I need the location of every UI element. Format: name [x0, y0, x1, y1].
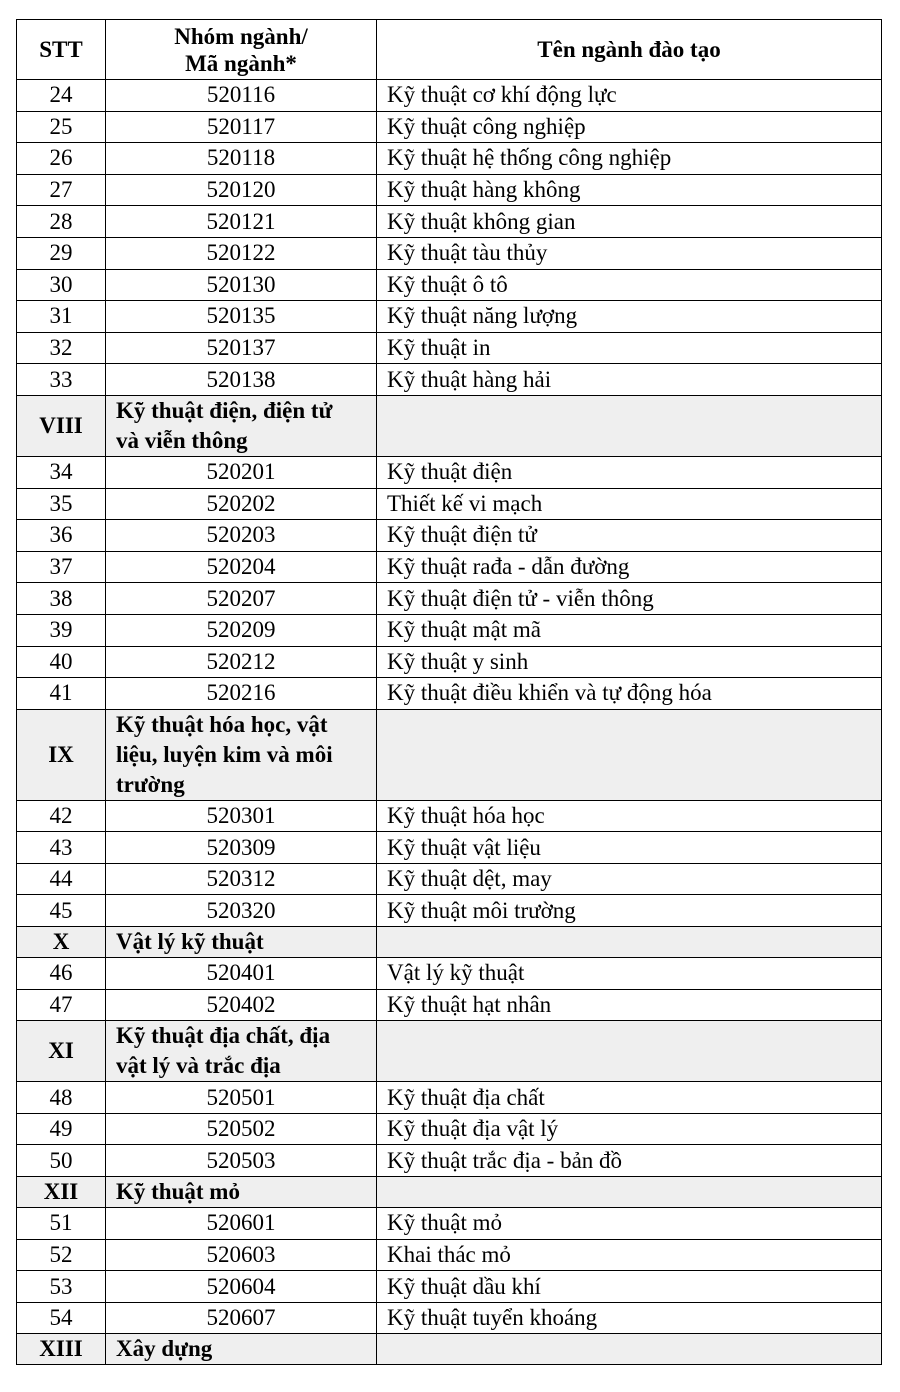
group-row — [17, 709, 882, 800]
table-row — [17, 551, 882, 583]
table-row — [17, 958, 882, 990]
row-stt: 29 — [17, 237, 106, 269]
row-stt: 51 — [17, 1208, 106, 1240]
group-title-line: Kỹ thuật hóa học, vật — [116, 711, 328, 737]
group-stt: XIII — [17, 1334, 106, 1365]
table-row — [17, 301, 882, 333]
table-row — [17, 800, 882, 832]
table-row — [17, 520, 882, 552]
row-code: 520209 — [106, 614, 377, 646]
row-code: 520320 — [106, 895, 377, 927]
table-row — [17, 143, 882, 175]
row-name: Khai thác mỏ — [377, 1239, 882, 1271]
row-stt: 40 — [17, 646, 106, 678]
row-code: 520120 — [106, 174, 377, 206]
row-code: 520212 — [106, 646, 377, 678]
row-name: Kỹ thuật mỏ — [377, 1208, 882, 1240]
table-row — [17, 206, 882, 238]
table-row — [17, 1113, 882, 1145]
row-name: Kỹ thuật y sinh — [377, 646, 882, 678]
table-row — [17, 583, 882, 615]
row-code: 520202 — [106, 488, 377, 520]
row-stt: 52 — [17, 1239, 106, 1271]
row-code: 520503 — [106, 1145, 377, 1177]
group-title-line: Kỹ thuật điện, điện tử — [116, 397, 333, 423]
row-code: 520301 — [106, 800, 377, 832]
row-code: 520502 — [106, 1113, 377, 1145]
group-title-line: liệu, luyện kim và môi — [116, 741, 333, 767]
table-row — [17, 1145, 882, 1177]
row-code: 520204 — [106, 551, 377, 583]
row-stt: 34 — [17, 456, 106, 488]
row-code: 520116 — [106, 80, 377, 112]
row-stt: 27 — [17, 174, 106, 206]
row-code: 520201 — [106, 456, 377, 488]
table-row — [17, 269, 882, 301]
row-name: Kỹ thuật hóa học — [377, 800, 882, 832]
group-title-line: vật lý và trắc địa — [116, 1053, 281, 1079]
row-code: 520216 — [106, 678, 377, 710]
table-body — [17, 80, 882, 1365]
row-stt: 36 — [17, 520, 106, 552]
row-stt: 50 — [17, 1145, 106, 1177]
row-name: Kỹ thuật môi trường — [377, 895, 882, 927]
row-name: Kỹ thuật công nghiệp — [377, 111, 882, 143]
group-empty-cell — [377, 395, 882, 456]
group-row — [17, 1177, 882, 1208]
group-stt: XI — [17, 1021, 106, 1082]
row-code: 520137 — [106, 332, 377, 364]
row-name: Kỹ thuật dệt, may — [377, 863, 882, 895]
table-row — [17, 832, 882, 864]
header-group-code-line1: Nhóm ngành/ — [174, 23, 308, 49]
group-row — [17, 1021, 882, 1082]
table-row — [17, 456, 882, 488]
group-stt: VIII — [17, 395, 106, 456]
table-row — [17, 1302, 882, 1334]
group-title-line: Kỹ thuật mỏ — [116, 1179, 240, 1205]
row-code: 520135 — [106, 301, 377, 333]
table-row — [17, 895, 882, 927]
row-stt: 37 — [17, 551, 106, 583]
row-code: 520312 — [106, 863, 377, 895]
row-name: Kỹ thuật vật liệu — [377, 832, 882, 864]
row-stt: 28 — [17, 206, 106, 238]
row-stt: 41 — [17, 678, 106, 710]
group-title — [106, 1021, 377, 1082]
group-title-line: và viễn thông — [116, 427, 248, 453]
table-header — [17, 20, 882, 80]
row-code: 520309 — [106, 832, 377, 864]
row-name: Kỹ thuật năng lượng — [377, 301, 882, 333]
header-stt: STT — [17, 20, 106, 80]
row-name: Kỹ thuật dầu khí — [377, 1271, 882, 1303]
row-code: 520604 — [106, 1271, 377, 1303]
group-empty-cell — [377, 1021, 882, 1082]
table-row — [17, 364, 882, 396]
table-row — [17, 1271, 882, 1303]
row-code: 520401 — [106, 958, 377, 990]
row-stt: 39 — [17, 614, 106, 646]
row-code: 520607 — [106, 1302, 377, 1334]
group-stt: X — [17, 927, 106, 958]
table-row — [17, 1208, 882, 1240]
row-name: Kỹ thuật ô tô — [377, 269, 882, 301]
row-name: Kỹ thuật tàu thủy — [377, 237, 882, 269]
group-row — [17, 395, 882, 456]
table-row — [17, 237, 882, 269]
row-name: Kỹ thuật hàng không — [377, 174, 882, 206]
row-stt: 38 — [17, 583, 106, 615]
table-row — [17, 614, 882, 646]
row-stt: 47 — [17, 989, 106, 1021]
row-name: Kỹ thuật điện tử — [377, 520, 882, 552]
row-code: 520402 — [106, 989, 377, 1021]
group-stt: IX — [17, 709, 106, 800]
row-code: 520117 — [106, 111, 377, 143]
row-name: Kỹ thuật điều khiển và tự động hóa — [377, 678, 882, 710]
row-name: Kỹ thuật địa vật lý — [377, 1113, 882, 1145]
table-row — [17, 863, 882, 895]
row-code: 520138 — [106, 364, 377, 396]
row-name: Vật lý kỹ thuật — [377, 958, 882, 990]
row-name: Thiết kế vi mạch — [377, 488, 882, 520]
header-group-code — [106, 20, 377, 80]
row-stt: 30 — [17, 269, 106, 301]
group-title — [106, 1334, 377, 1365]
row-code: 520601 — [106, 1208, 377, 1240]
header-program-name: Tên ngành đào tạo — [377, 20, 882, 80]
row-stt: 33 — [17, 364, 106, 396]
group-row — [17, 927, 882, 958]
row-stt: 32 — [17, 332, 106, 364]
group-title — [106, 709, 377, 800]
row-name: Kỹ thuật điện — [377, 456, 882, 488]
row-stt: 35 — [17, 488, 106, 520]
table-row — [17, 488, 882, 520]
row-name: Kỹ thuật hệ thống công nghiệp — [377, 143, 882, 175]
table-row — [17, 80, 882, 112]
group-empty-cell — [377, 1177, 882, 1208]
row-code: 520121 — [106, 206, 377, 238]
row-stt: 53 — [17, 1271, 106, 1303]
row-name: Kỹ thuật không gian — [377, 206, 882, 238]
row-stt: 31 — [17, 301, 106, 333]
row-stt: 25 — [17, 111, 106, 143]
row-name: Kỹ thuật cơ khí động lực — [377, 80, 882, 112]
row-name: Kỹ thuật hạt nhân — [377, 989, 882, 1021]
group-title-line: Kỹ thuật địa chất, địa — [116, 1023, 331, 1049]
table-row — [17, 1082, 882, 1114]
row-code: 520603 — [106, 1239, 377, 1271]
group-empty-cell — [377, 709, 882, 800]
row-stt: 48 — [17, 1082, 106, 1114]
row-stt: 44 — [17, 863, 106, 895]
row-code: 520118 — [106, 143, 377, 175]
row-name: Kỹ thuật hàng hải — [377, 364, 882, 396]
row-name: Kỹ thuật điện tử - viễn thông — [377, 583, 882, 615]
row-code: 520207 — [106, 583, 377, 615]
row-stt: 24 — [17, 80, 106, 112]
row-name: Kỹ thuật tuyển khoáng — [377, 1302, 882, 1334]
group-empty-cell — [377, 1334, 882, 1365]
group-row — [17, 1334, 882, 1365]
row-name: Kỹ thuật trắc địa - bản đồ — [377, 1145, 882, 1177]
table-row — [17, 1239, 882, 1271]
group-title-line: Vật lý kỹ thuật — [116, 929, 264, 955]
row-stt: 54 — [17, 1302, 106, 1334]
row-name: Kỹ thuật in — [377, 332, 882, 364]
header-group-code-line2: Mã ngành* — [185, 50, 297, 76]
row-name: Kỹ thuật mật mã — [377, 614, 882, 646]
row-stt: 46 — [17, 958, 106, 990]
row-stt: 42 — [17, 800, 106, 832]
row-code: 520501 — [106, 1082, 377, 1114]
programs-table — [16, 19, 882, 1365]
table-row — [17, 174, 882, 206]
table-row — [17, 646, 882, 678]
row-code: 520122 — [106, 237, 377, 269]
row-stt: 26 — [17, 143, 106, 175]
row-name: Kỹ thuật địa chất — [377, 1082, 882, 1114]
row-code: 520203 — [106, 520, 377, 552]
group-title — [106, 395, 377, 456]
group-title-line: trường — [116, 771, 185, 797]
row-name: Kỹ thuật rađa - dẫn đường — [377, 551, 882, 583]
group-title-line: Xây dựng — [116, 1336, 213, 1362]
row-stt: 43 — [17, 832, 106, 864]
row-stt: 45 — [17, 895, 106, 927]
row-code: 520130 — [106, 269, 377, 301]
group-title — [106, 927, 377, 958]
group-empty-cell — [377, 927, 882, 958]
table-row — [17, 678, 882, 710]
group-stt: XII — [17, 1177, 106, 1208]
table-row — [17, 332, 882, 364]
row-stt: 49 — [17, 1113, 106, 1145]
group-title — [106, 1177, 377, 1208]
table-row — [17, 989, 882, 1021]
table-row — [17, 111, 882, 143]
